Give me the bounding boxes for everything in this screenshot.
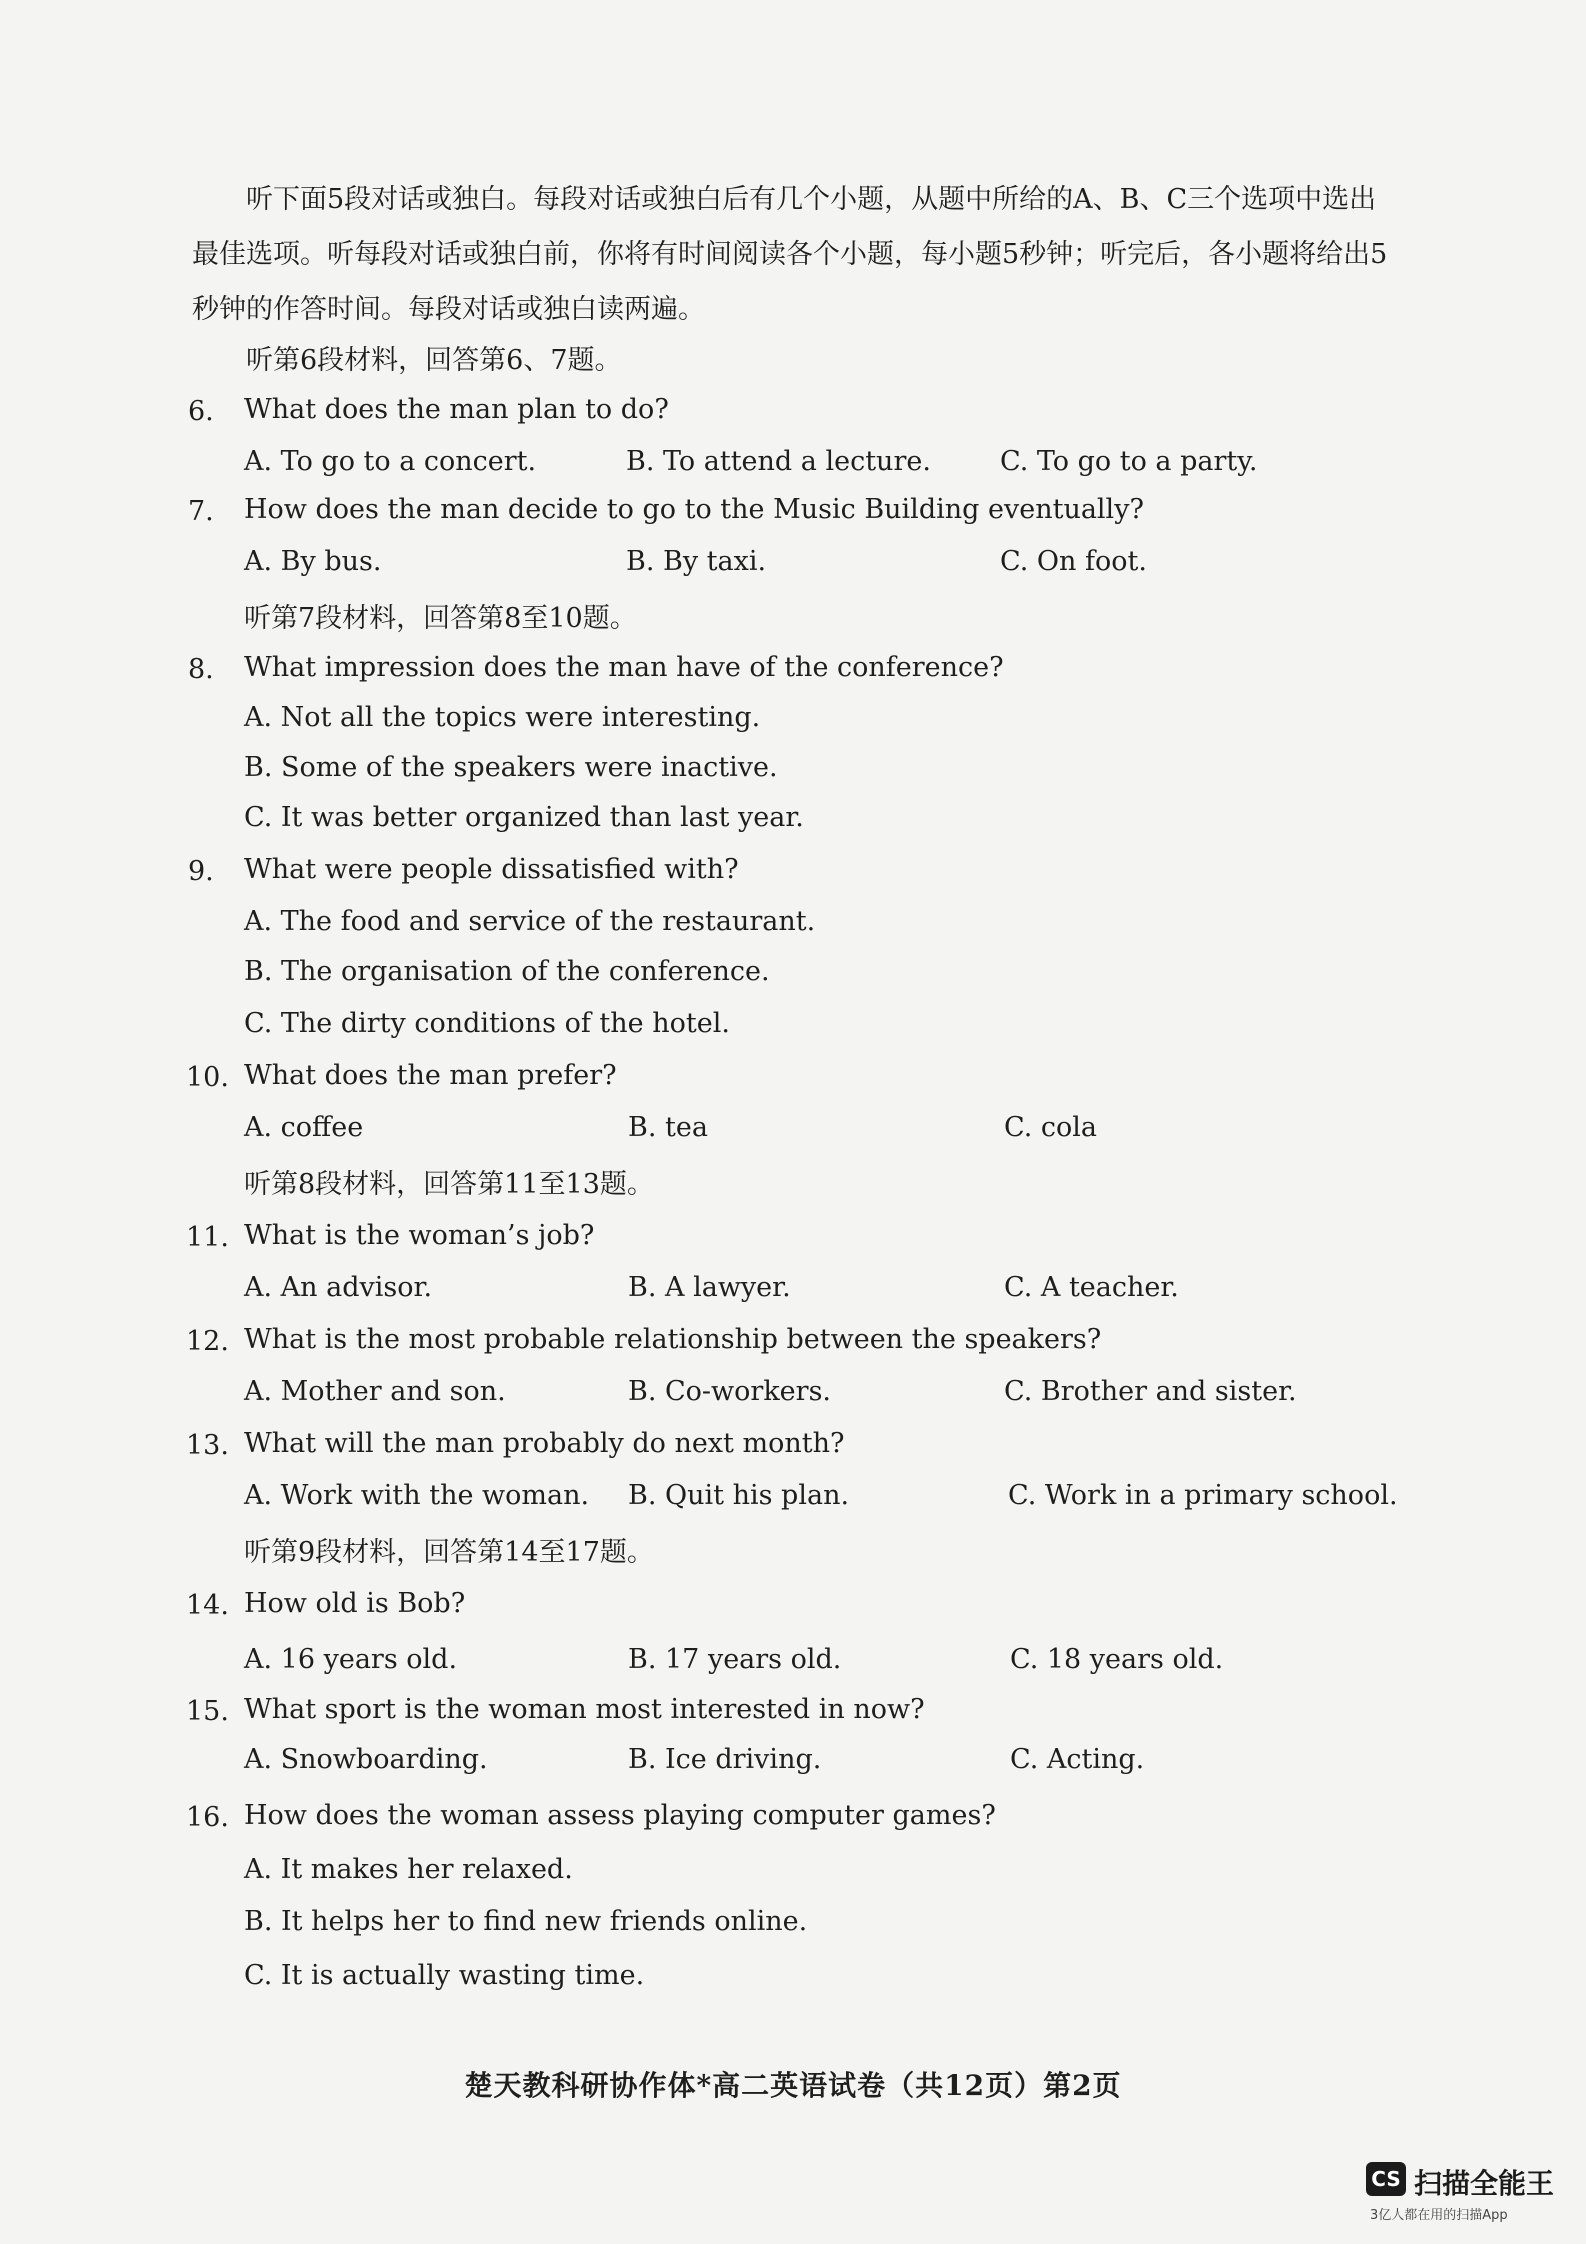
option-c: C. To go to a party. <box>1000 446 1258 477</box>
option-c: C. It is actually wasting time. <box>244 1960 645 1991</box>
option-a: A. coffee <box>244 1112 364 1143</box>
question-number: 12. <box>186 1326 229 1357</box>
question-text: What does the man prefer? <box>244 1060 617 1091</box>
section-heading: 听第9段材料，回答第14至17题。 <box>244 1537 654 1568</box>
question-number: 11. <box>186 1222 229 1253</box>
option-b: B. By taxi. <box>626 546 767 577</box>
option-b: B. Some of the speakers were inactive. <box>244 752 778 783</box>
option-a: A. Work with the woman. <box>244 1480 590 1511</box>
question-number: 9. <box>188 856 214 887</box>
scanner-watermark <box>1366 2158 1566 2228</box>
option-c: C. The dirty conditions of the hotel. <box>244 1008 730 1039</box>
option-b: B. tea <box>628 1112 708 1143</box>
option-a: A. Not all the topics were interesting. <box>244 702 761 733</box>
option-a: A. The food and service of the restaurant. <box>244 906 816 937</box>
option-b: B. The organisation of the conference. <box>244 956 770 987</box>
question-text: What is the woman’s job? <box>244 1220 595 1251</box>
section-heading: 听第6段材料，回答第6、7题。 <box>246 345 622 376</box>
question-text: How old is Bob? <box>244 1588 466 1619</box>
question-text: What were people dissatisfied with? <box>244 854 739 885</box>
question-number: 14. <box>186 1590 229 1621</box>
question-number: 6. <box>188 396 214 427</box>
option-a: A. By bus. <box>244 546 382 577</box>
option-c: C. Acting. <box>1010 1744 1145 1775</box>
camscanner-logo-icon: CS <box>1366 2162 1406 2196</box>
question-number: 16. <box>186 1802 229 1833</box>
page-footer: 楚天教科研协作体*高二英语试卷（共12页）第2页 <box>464 2069 1122 2102</box>
option-a: A. It makes her relaxed. <box>244 1854 573 1885</box>
question-text: What impression does the man have of the conference? <box>244 652 1004 683</box>
option-c: C. 18 years old. <box>1010 1644 1224 1675</box>
option-b: B. Co-workers. <box>628 1376 832 1407</box>
scanner-slogan: 3亿人都在用的扫描App <box>1370 2208 1508 2223</box>
scanner-app-name: 扫描全能王 <box>1414 2167 1555 2200</box>
option-a: A. An advisor. <box>244 1272 433 1303</box>
question-number: 8. <box>188 654 214 685</box>
question-number: 7. <box>188 496 214 527</box>
option-c: C. On foot. <box>1000 546 1147 577</box>
question-text: What is the most probable relationship between the speakers? <box>244 1324 1102 1355</box>
option-b: B. It helps her to find new friends online. <box>244 1906 808 1937</box>
section-heading: 听第7段材料，回答第8至10题。 <box>244 603 637 634</box>
option-c: C. It was better organized than last year. <box>244 802 804 833</box>
option-c: C. cola <box>1004 1112 1097 1143</box>
option-a: A. 16 years old. <box>244 1644 458 1675</box>
option-b: B. A lawyer. <box>628 1272 791 1303</box>
option-b: B. 17 years old. <box>628 1644 842 1675</box>
option-b: B. Ice driving. <box>628 1744 822 1775</box>
question-text: What sport is the woman most interested in now? <box>244 1694 925 1725</box>
option-a: A. To go to a concert. <box>244 446 537 477</box>
option-c: C. Brother and sister. <box>1004 1376 1297 1407</box>
question-text: How does the man decide to go to the Music Building eventually? <box>244 494 1144 525</box>
option-a: A. Snowboarding. <box>244 1744 488 1775</box>
question-number: 10. <box>186 1062 229 1093</box>
section-heading: 听第8段材料，回答第11至13题。 <box>244 1169 654 1200</box>
option-c: C. A teacher. <box>1004 1272 1179 1303</box>
question-text: What will the man probably do next month? <box>244 1428 845 1459</box>
option-c: C. Work in a primary school. <box>1008 1480 1398 1511</box>
option-b: B. To attend a lecture. <box>626 446 931 477</box>
question-number: 15. <box>186 1696 229 1727</box>
instructions: 听下面5段对话或独白。每段对话或独白后有几个小题，从题中所给的A、B、C三个选项中选出最佳选项。听每段对话或独白前，你将有时间阅读各个小题，每小题5秒钟；听完后，各小题将给出5秒钟的作答时间。每段对话或独白读两遍。 <box>192 184 1388 325</box>
question-text: What does the man plan to do? <box>244 394 669 425</box>
question-number: 13. <box>186 1430 229 1461</box>
question-text: How does the woman assess playing computer games? <box>244 1800 996 1831</box>
option-a: A. Mother and son. <box>244 1376 506 1407</box>
option-b: B. Quit his plan. <box>628 1480 850 1511</box>
